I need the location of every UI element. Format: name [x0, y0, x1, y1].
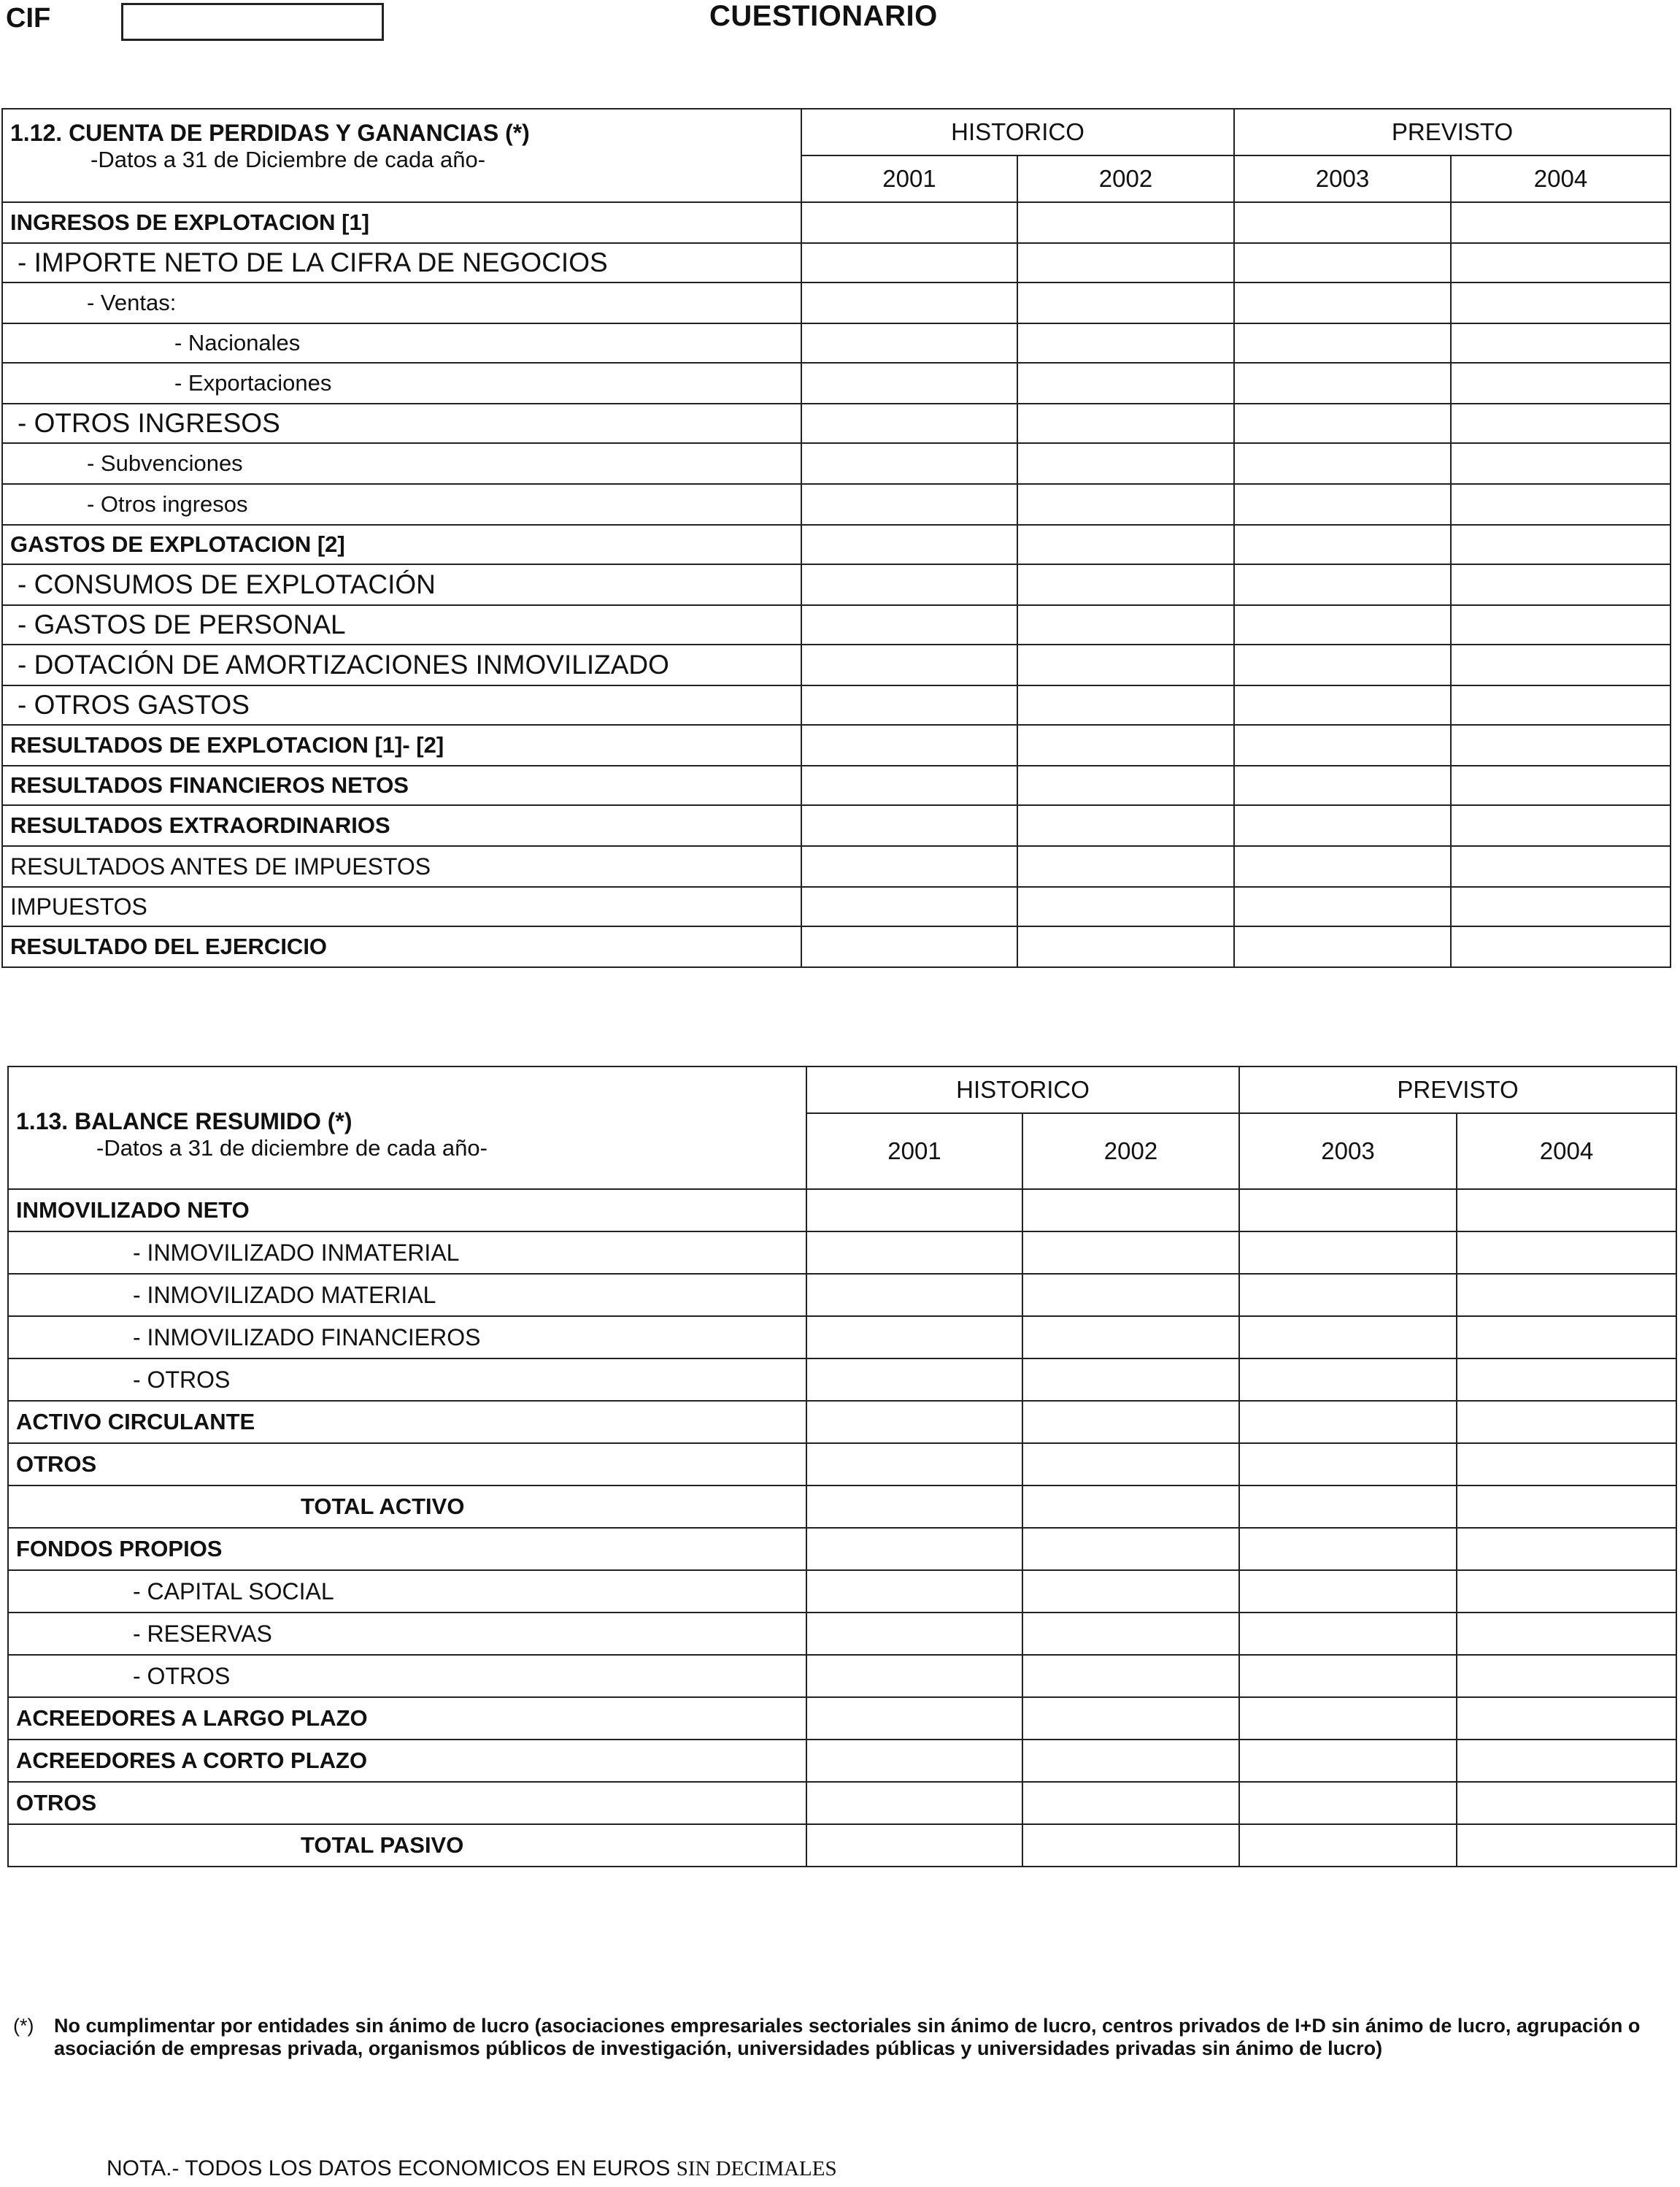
bal-row [8, 1189, 1676, 1231]
pl-value-cell-2003[interactable] [1234, 484, 1451, 525]
pl-row-label: IMPUESTOS [2, 887, 801, 926]
pl-row-label: RESULTADOS ANTES DE IMPUESTOS [2, 846, 801, 887]
pl-row-label: RESULTADOS DE EXPLOTACION [1]- [2] [2, 725, 801, 766]
pl-value-cell-2004[interactable] [1451, 404, 1671, 443]
pl-value-cell-2003[interactable] [1234, 926, 1451, 967]
pl-value-cell-2004[interactable] [1451, 766, 1671, 805]
bal-value-cell-2004[interactable] [1457, 1655, 1676, 1697]
currency-note [107, 2156, 837, 2181]
bal-row-label: FONDOS PROPIOS [8, 1528, 806, 1570]
bal-group-previsto: PREVISTO [1239, 1066, 1676, 1113]
bal-row [8, 1782, 1676, 1824]
bal-section-subtitle: -Datos a 31 de diciembre de cada año- [96, 1134, 488, 1161]
pl-value-cell-2003[interactable] [1234, 404, 1451, 443]
pl-value-cell-2001[interactable] [801, 525, 1017, 564]
pl-value-cell-2004[interactable] [1451, 323, 1671, 363]
bal-value-cell-2004[interactable] [1457, 1485, 1676, 1528]
bal-row [8, 1231, 1676, 1274]
pl-row [2, 363, 1671, 404]
pl-value-cell-2002[interactable] [1017, 766, 1234, 805]
bal-row-label: - OTROS [8, 1655, 806, 1697]
bal-value-cell-2001[interactable] [806, 1231, 1022, 1274]
pl-value-cell-2004[interactable] [1451, 605, 1671, 645]
pl-value-cell-2001[interactable] [801, 645, 1017, 685]
bal-row-label: TOTAL ACTIVO [8, 1485, 806, 1528]
bal-row [8, 1358, 1676, 1401]
pl-value-cell-2003[interactable] [1234, 685, 1451, 725]
pl-value-cell-2004[interactable] [1451, 443, 1671, 484]
pl-value-cell-2002[interactable] [1017, 443, 1234, 484]
pl-row-label: - Exportaciones [2, 363, 801, 404]
bal-value-cell-2002[interactable] [1022, 1782, 1239, 1824]
pl-row-label: - DOTACIÓN DE AMORTIZACIONES INMOVILIZADO [2, 645, 801, 685]
bal-value-cell-2001[interactable] [806, 1740, 1022, 1782]
bal-value-cell-2002[interactable] [1022, 1485, 1239, 1528]
pl-value-cell-2003[interactable] [1234, 443, 1451, 484]
pl-value-cell-2001[interactable] [801, 363, 1017, 404]
pl-value-cell-2001[interactable] [801, 887, 1017, 926]
pl-value-cell-2002[interactable] [1017, 685, 1234, 725]
pl-value-cell-2002[interactable] [1017, 323, 1234, 363]
bal-row [8, 1697, 1676, 1740]
pl-value-cell-2001[interactable] [801, 846, 1017, 887]
pl-value-cell-2004[interactable] [1451, 685, 1671, 725]
bal-value-cell-2003[interactable] [1239, 1740, 1457, 1782]
bal-value-cell-2004[interactable] [1457, 1740, 1676, 1782]
bal-group-historico: HISTORICO [806, 1066, 1239, 1113]
pl-row-label: - OTROS GASTOS [2, 685, 801, 725]
pl-row [2, 846, 1671, 887]
currency-note-suffix: SIN DECIMALES [676, 2157, 837, 2180]
bal-value-cell-2003[interactable] [1239, 1316, 1457, 1358]
bal-value-cell-2002[interactable] [1022, 1613, 1239, 1655]
bal-row-label: ACREEDORES A CORTO PLAZO [8, 1740, 806, 1782]
pl-section-subtitle: -Datos a 31 de Diciembre de cada año- [90, 147, 486, 172]
pl-row [2, 725, 1671, 766]
pl-value-cell-2003[interactable] [1234, 725, 1451, 766]
bal-row [8, 1401, 1676, 1443]
bal-value-cell-2004[interactable] [1457, 1231, 1676, 1274]
pl-value-cell-2004[interactable] [1451, 282, 1671, 323]
footnote [13, 2015, 1662, 2060]
pl-value-cell-2001[interactable] [801, 282, 1017, 323]
pl-value-cell-2004[interactable] [1451, 805, 1671, 846]
pl-row [2, 404, 1671, 443]
pl-value-cell-2002[interactable] [1017, 243, 1234, 282]
balance-table [7, 1066, 1677, 1867]
bal-value-cell-2004[interactable] [1457, 1697, 1676, 1740]
bal-value-cell-2001[interactable] [806, 1824, 1022, 1867]
pl-row-label: - CONSUMOS DE EXPLOTACIÓN [2, 564, 801, 605]
pl-value-cell-2002[interactable] [1017, 525, 1234, 564]
pl-value-cell-2004[interactable] [1451, 846, 1671, 887]
pl-value-cell-2003[interactable] [1234, 887, 1451, 926]
cif-label: CIF [6, 3, 51, 34]
pl-value-cell-2003[interactable] [1234, 766, 1451, 805]
bal-value-cell-2001[interactable] [806, 1570, 1022, 1613]
pl-value-cell-2001[interactable] [801, 766, 1017, 805]
pl-value-cell-2002[interactable] [1017, 926, 1234, 967]
bal-value-cell-2002[interactable] [1022, 1358, 1239, 1401]
pl-row [2, 926, 1671, 967]
pl-value-cell-2004[interactable] [1451, 363, 1671, 404]
pl-row-label: RESULTADOS EXTRAORDINARIOS [2, 805, 801, 846]
bal-value-cell-2003[interactable] [1239, 1570, 1457, 1613]
bal-value-cell-2002[interactable] [1022, 1740, 1239, 1782]
pl-value-cell-2001[interactable] [801, 243, 1017, 282]
pl-value-cell-2002[interactable] [1017, 363, 1234, 404]
bal-row-label: ACTIVO CIRCULANTE [8, 1401, 806, 1443]
pl-section-title: 1.12. CUENTA DE PERDIDAS Y GANANCIAS (*) [10, 120, 530, 146]
currency-note-prefix: NOTA.- TODOS LOS DATOS ECONOMICOS EN EUROS [107, 2156, 671, 2180]
pl-value-cell-2002[interactable] [1017, 846, 1234, 887]
pl-value-cell-2002[interactable] [1017, 645, 1234, 685]
bal-value-cell-2003[interactable] [1239, 1189, 1457, 1231]
bal-value-cell-2002[interactable] [1022, 1316, 1239, 1358]
pl-value-cell-2004[interactable] [1451, 564, 1671, 605]
bal-section-title: 1.13. BALANCE RESUMIDO (*) [16, 1107, 352, 1134]
pl-row-label: INGRESOS DE EXPLOTACION [1] [2, 202, 801, 243]
pl-row [2, 202, 1671, 243]
bal-value-cell-2004[interactable] [1457, 1824, 1676, 1867]
bal-value-cell-2003[interactable] [1239, 1655, 1457, 1697]
bal-value-cell-2004[interactable] [1457, 1613, 1676, 1655]
pl-row [2, 605, 1671, 645]
footnote-text: No cumplimentar por entidades sin ánimo de lucro (asociaciones empresariales sectoriales sin ánimo de lucro, centros privados de I+D sin ánimo de lucro, agrupación o asociación de empresas privada, organismos públicos de investigación, universidades públicas y universidades privadas sin ánimo de lucro) [54, 2015, 1641, 2059]
pl-value-cell-2001[interactable] [801, 725, 1017, 766]
bal-row [8, 1655, 1676, 1697]
bal-year-2004: 2004 [1457, 1113, 1676, 1189]
pl-row [2, 525, 1671, 564]
pl-value-cell-2004[interactable] [1451, 645, 1671, 685]
bal-value-cell-2001[interactable] [806, 1316, 1022, 1358]
bal-row-label: OTROS [8, 1782, 806, 1824]
bal-value-cell-2002[interactable] [1022, 1274, 1239, 1316]
bal-value-cell-2003[interactable] [1239, 1824, 1457, 1867]
pl-row-label: - IMPORTE NETO DE LA CIFRA DE NEGOCIOS [2, 243, 801, 282]
pl-value-cell-2003[interactable] [1234, 605, 1451, 645]
bal-value-cell-2001[interactable] [806, 1528, 1022, 1570]
bal-row-label: - INMOVILIZADO FINANCIEROS [8, 1316, 806, 1358]
pl-value-cell-2003[interactable] [1234, 243, 1451, 282]
pl-row-label: - Ventas: [2, 282, 801, 323]
bal-value-cell-2001[interactable] [806, 1401, 1022, 1443]
pl-value-cell-2003[interactable] [1234, 282, 1451, 323]
bal-value-cell-2001[interactable] [806, 1443, 1022, 1485]
pl-value-cell-2002[interactable] [1017, 282, 1234, 323]
pl-row-label: - OTROS INGRESOS [2, 404, 801, 443]
bal-value-cell-2002[interactable] [1022, 1401, 1239, 1443]
bal-value-cell-2004[interactable] [1457, 1443, 1676, 1485]
pl-row [2, 323, 1671, 363]
pl-value-cell-2002[interactable] [1017, 605, 1234, 645]
bal-value-cell-2003[interactable] [1239, 1613, 1457, 1655]
bal-row [8, 1570, 1676, 1613]
pl-row [2, 564, 1671, 605]
pl-value-cell-2003[interactable] [1234, 564, 1451, 605]
bal-value-cell-2003[interactable] [1239, 1697, 1457, 1740]
pl-value-cell-2004[interactable] [1451, 484, 1671, 525]
pl-row [2, 484, 1671, 525]
pl-year-2004: 2004 [1451, 155, 1671, 202]
pl-year-2001: 2001 [801, 155, 1017, 202]
pl-row [2, 766, 1671, 805]
bal-value-cell-2003[interactable] [1239, 1231, 1457, 1274]
bal-value-cell-2003[interactable] [1239, 1485, 1457, 1528]
bal-year-2003: 2003 [1239, 1113, 1457, 1189]
pl-row-label: - GASTOS DE PERSONAL [2, 605, 801, 645]
pl-year-2003: 2003 [1234, 155, 1451, 202]
pl-row-label: - Otros ingresos [2, 484, 801, 525]
pl-row-label: - Subvenciones [2, 443, 801, 484]
pl-value-cell-2003[interactable] [1234, 846, 1451, 887]
bal-year-2001: 2001 [806, 1113, 1022, 1189]
pl-row-label: - Nacionales [2, 323, 801, 363]
pl-value-cell-2001[interactable] [801, 443, 1017, 484]
bal-value-cell-2003[interactable] [1239, 1358, 1457, 1401]
pl-value-cell-2002[interactable] [1017, 404, 1234, 443]
pl-value-cell-2004[interactable] [1451, 525, 1671, 564]
bal-value-cell-2004[interactable] [1457, 1358, 1676, 1401]
bal-row [8, 1485, 1676, 1528]
pl-value-cell-2003[interactable] [1234, 645, 1451, 685]
bal-value-cell-2004[interactable] [1457, 1570, 1676, 1613]
pl-value-cell-2002[interactable] [1017, 202, 1234, 243]
pl-row [2, 243, 1671, 282]
pl-value-cell-2003[interactable] [1234, 202, 1451, 243]
pl-value-cell-2001[interactable] [801, 805, 1017, 846]
pl-value-cell-2002[interactable] [1017, 484, 1234, 525]
bal-row [8, 1528, 1676, 1570]
pl-value-cell-2002[interactable] [1017, 887, 1234, 926]
cif-input[interactable] [121, 3, 384, 41]
pl-year-2002: 2002 [1017, 155, 1234, 202]
bal-value-cell-2002[interactable] [1022, 1824, 1239, 1867]
bal-value-cell-2002[interactable] [1022, 1655, 1239, 1697]
bal-row-label: ACREEDORES A LARGO PLAZO [8, 1697, 806, 1740]
pl-value-cell-2003[interactable] [1234, 323, 1451, 363]
bal-value-cell-2001[interactable] [806, 1189, 1022, 1231]
bal-header-cell [8, 1066, 806, 1189]
bal-value-cell-2003[interactable] [1239, 1443, 1457, 1485]
bal-value-cell-2001[interactable] [806, 1697, 1022, 1740]
bal-row [8, 1824, 1676, 1867]
bal-value-cell-2002[interactable] [1022, 1697, 1239, 1740]
pl-value-cell-2001[interactable] [801, 605, 1017, 645]
pl-value-cell-2003[interactable] [1234, 363, 1451, 404]
pl-group-historico: HISTORICO [801, 109, 1234, 155]
pl-value-cell-2001[interactable] [801, 484, 1017, 525]
pl-value-cell-2004[interactable] [1451, 243, 1671, 282]
pl-value-cell-2004[interactable] [1451, 926, 1671, 967]
pl-row [2, 685, 1671, 725]
bal-value-cell-2001[interactable] [806, 1655, 1022, 1697]
bal-value-cell-2004[interactable] [1457, 1316, 1676, 1358]
pl-value-cell-2001[interactable] [801, 323, 1017, 363]
bal-row [8, 1316, 1676, 1358]
bal-row-label: INMOVILIZADO NETO [8, 1189, 806, 1231]
bal-row-label: - INMOVILIZADO MATERIAL [8, 1274, 806, 1316]
bal-value-cell-2003[interactable] [1239, 1274, 1457, 1316]
pl-value-cell-2002[interactable] [1017, 725, 1234, 766]
pl-row [2, 443, 1671, 484]
pl-value-cell-2002[interactable] [1017, 805, 1234, 846]
bal-year-2002: 2002 [1022, 1113, 1239, 1189]
pl-row [2, 645, 1671, 685]
pl-value-cell-2001[interactable] [801, 685, 1017, 725]
bal-row [8, 1613, 1676, 1655]
bal-value-cell-2004[interactable] [1457, 1528, 1676, 1570]
pl-value-cell-2004[interactable] [1451, 725, 1671, 766]
pl-value-cell-2001[interactable] [801, 564, 1017, 605]
pl-header-cell [2, 109, 801, 202]
bal-value-cell-2001[interactable] [806, 1782, 1022, 1824]
bal-row [8, 1740, 1676, 1782]
pl-row-label: RESULTADOS FINANCIEROS NETOS [2, 766, 801, 805]
pl-value-cell-2004[interactable] [1451, 887, 1671, 926]
bal-row-label: - INMOVILIZADO INMATERIAL [8, 1231, 806, 1274]
bal-value-cell-2004[interactable] [1457, 1274, 1676, 1316]
bal-row-label: - OTROS [8, 1358, 806, 1401]
bal-value-cell-2001[interactable] [806, 1358, 1022, 1401]
bal-row-label: - RESERVAS [8, 1613, 806, 1655]
bal-value-cell-2004[interactable] [1457, 1401, 1676, 1443]
bal-value-cell-2002[interactable] [1022, 1443, 1239, 1485]
pl-value-cell-2003[interactable] [1234, 525, 1451, 564]
bal-value-cell-2001[interactable] [806, 1485, 1022, 1528]
bal-value-cell-2002[interactable] [1022, 1528, 1239, 1570]
bal-value-cell-2003[interactable] [1239, 1528, 1457, 1570]
pl-row [2, 282, 1671, 323]
profit-loss-table [1, 108, 1671, 968]
bal-value-cell-2001[interactable] [806, 1274, 1022, 1316]
bal-value-cell-2003[interactable] [1239, 1782, 1457, 1824]
pl-row [2, 887, 1671, 926]
pl-row-label: GASTOS DE EXPLOTACION [2] [2, 525, 801, 564]
pl-value-cell-2002[interactable] [1017, 564, 1234, 605]
bal-value-cell-2004[interactable] [1457, 1189, 1676, 1231]
bal-row-label: TOTAL PASIVO [8, 1824, 806, 1867]
pl-group-previsto: PREVISTO [1234, 109, 1671, 155]
bal-value-cell-2002[interactable] [1022, 1189, 1239, 1231]
pl-value-cell-2001[interactable] [801, 202, 1017, 243]
bal-row-label: - CAPITAL SOCIAL [8, 1570, 806, 1613]
footnote-mark: (*) [13, 2015, 34, 2037]
bal-row-label: OTROS [8, 1443, 806, 1485]
pl-value-cell-2004[interactable] [1451, 202, 1671, 243]
bal-value-cell-2002[interactable] [1022, 1570, 1239, 1613]
bal-value-cell-2004[interactable] [1457, 1782, 1676, 1824]
bal-value-cell-2001[interactable] [806, 1613, 1022, 1655]
bal-value-cell-2003[interactable] [1239, 1401, 1457, 1443]
pl-value-cell-2001[interactable] [801, 404, 1017, 443]
page-title: CUESTIONARIO [709, 0, 938, 32]
pl-row [2, 805, 1671, 846]
bal-row [8, 1274, 1676, 1316]
bal-value-cell-2002[interactable] [1022, 1231, 1239, 1274]
pl-value-cell-2001[interactable] [801, 926, 1017, 967]
pl-value-cell-2003[interactable] [1234, 805, 1451, 846]
pl-row-label: RESULTADO DEL EJERCICIO [2, 926, 801, 967]
bal-row [8, 1443, 1676, 1485]
